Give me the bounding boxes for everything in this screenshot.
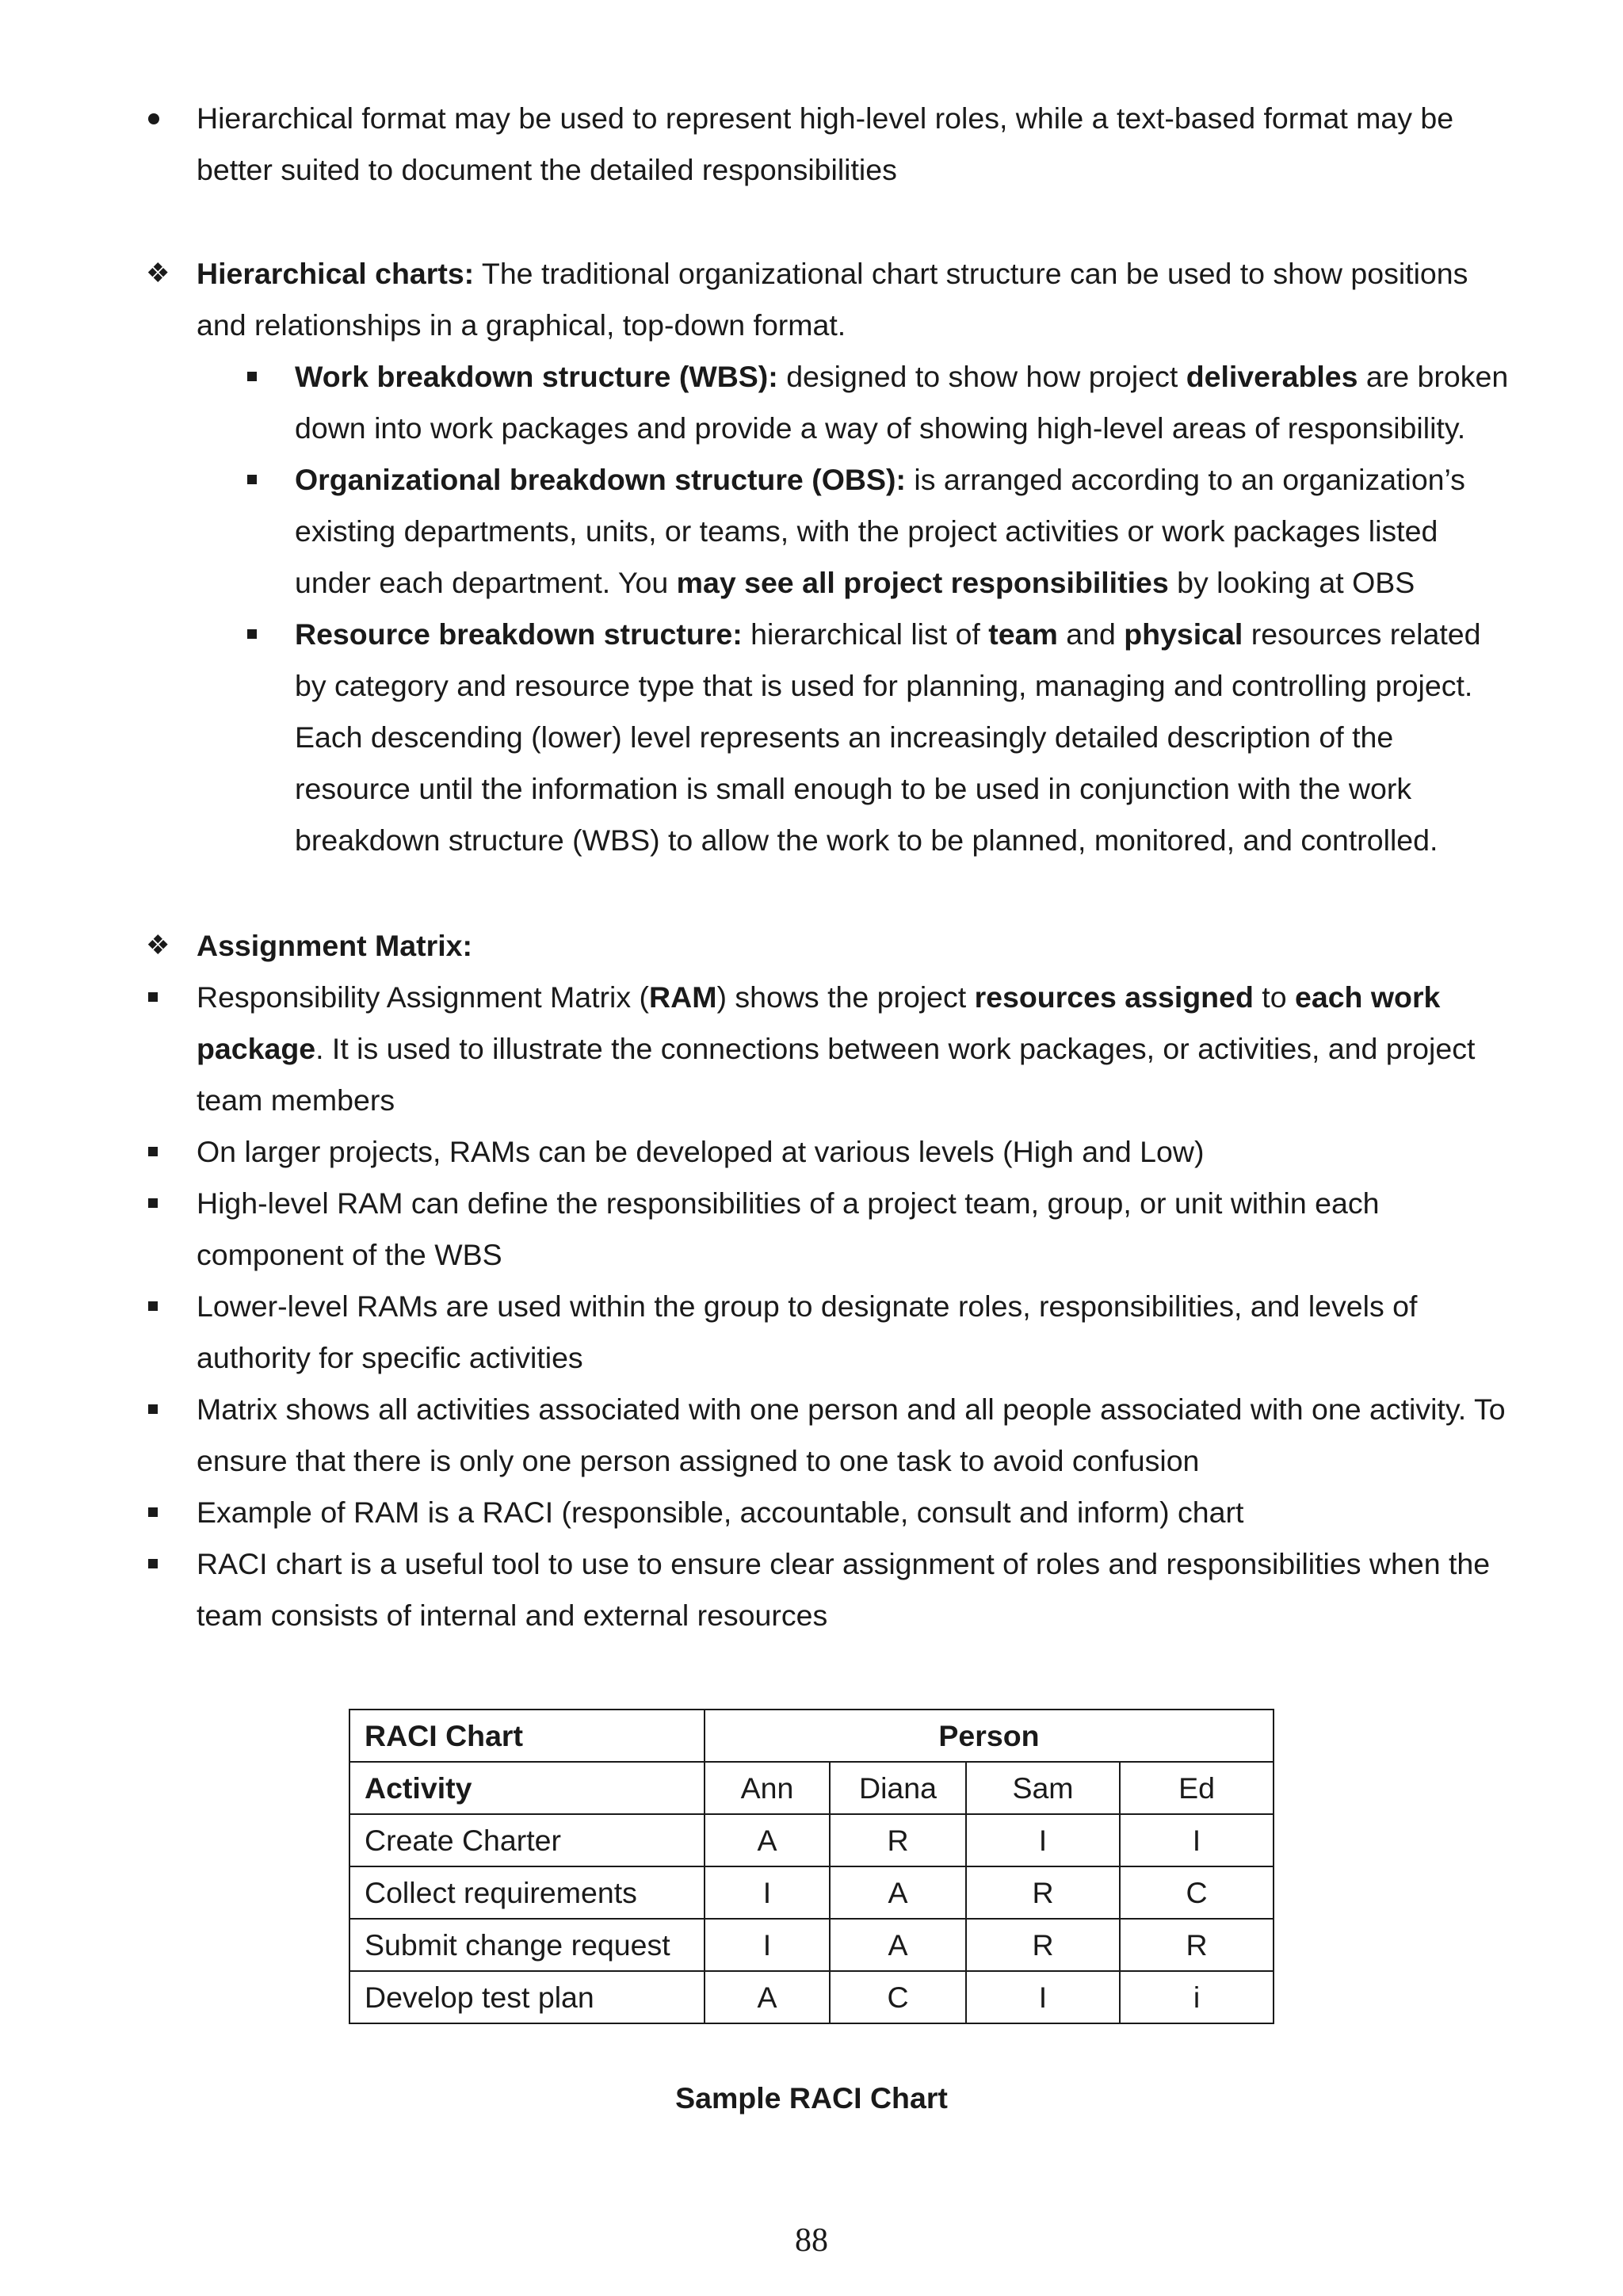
wbs-term: Work breakdown structure (WBS):: [295, 360, 778, 393]
square-bullet-icon: [148, 1147, 158, 1156]
person-cell-ed: Ed: [1120, 1762, 1274, 1814]
square-bullet-icon: [247, 475, 257, 484]
b1-text-g: package: [197, 1032, 316, 1065]
assignment-b7-line-2: team consists of internal and external resources: [197, 1599, 828, 1632]
assignment-b4-line-1: Lower-level RAMs are used within the group to designate roles, responsibilities, and levels of: [197, 1289, 1418, 1323]
rbs-line-1: [295, 609, 1480, 660]
hierarchical-line-2: and relationships in a graphical, top-down format.: [197, 308, 846, 342]
hierarchical-line-1: [197, 248, 1468, 300]
assignment-b2: On larger projects, RAMs can be developed at various levels (High and Low): [197, 1135, 1205, 1168]
table-row: [349, 1919, 1274, 1971]
b1-text-a: Responsibility Assignment Matrix (: [197, 980, 650, 1014]
rbs-line-4: resource until the information is small enough to be used in conjunction with the work: [295, 772, 1412, 805]
obs-text-3b: may see all project responsibilities: [676, 566, 1169, 599]
obs-term: Organizational breakdown structure (OBS):: [295, 463, 906, 496]
square-bullet-icon: [148, 992, 158, 1002]
hierarchical-heading: Hierarchical charts:: [197, 257, 475, 290]
raci-value-cell: C: [830, 1971, 966, 2023]
diamond-bullet-icon: ❖: [146, 930, 170, 961]
assignment-b1-line-3: team members: [197, 1083, 395, 1117]
wbs-text-b: deliverables: [1186, 360, 1358, 393]
square-bullet-icon: [148, 1404, 158, 1414]
rbs-line-2: by category and resource type that is used for planning, managing and controlling project.: [295, 669, 1473, 702]
person-cell-diana: Diana: [830, 1762, 966, 1814]
activity-cell: Collect requirements: [349, 1866, 705, 1919]
assignment-b7-line-1: RACI chart is a useful tool to use to ensure clear assignment of roles and responsibilities when the: [197, 1547, 1491, 1580]
intro-line-2: better suited to document the detailed responsibilities: [197, 153, 897, 186]
person-cell-sam: Sam: [966, 1762, 1120, 1814]
rbs-text-e: resources related: [1243, 617, 1481, 651]
raci-value-cell: C: [1120, 1866, 1274, 1919]
page-number: 88: [795, 2222, 828, 2259]
b1-text-e: to: [1253, 980, 1295, 1014]
raci-value-cell: A: [830, 1866, 966, 1919]
table-caption: Sample RACI Chart: [675, 2081, 948, 2115]
square-bullet-icon: [148, 1301, 158, 1311]
wbs-line-1: [295, 351, 1508, 403]
activity-cell: Develop test plan: [349, 1971, 705, 2023]
assignment-b4-line-2: authority for specific activities: [197, 1341, 583, 1374]
obs-line-1: [295, 454, 1465, 506]
raci-value-cell: R: [966, 1919, 1120, 1971]
assignment-b3-line-1: High-level RAM can define the responsibilities of a project team, group, or unit within each: [197, 1186, 1380, 1220]
square-bullet-icon: [247, 629, 257, 639]
obs-line-3: [295, 557, 1415, 609]
person-cell-ann: Ann: [705, 1762, 830, 1814]
rbs-term: Resource breakdown structure:: [295, 617, 743, 651]
assignment-b5-line-2: ensure that there is only one person assigned to one task to avoid confusion: [197, 1444, 1200, 1477]
raci-value-cell: i: [1120, 1971, 1274, 2023]
activity-header-cell: Activity: [349, 1762, 705, 1814]
table-row: [349, 1971, 1274, 2023]
obs-text-3a: under each department. You: [295, 566, 677, 599]
raci-value-cell: A: [830, 1919, 966, 1971]
person-header-cell: Person: [705, 1710, 1274, 1762]
assignment-b3-line-2: component of the WBS: [197, 1238, 502, 1271]
wbs-text-c: are broken: [1358, 360, 1509, 393]
rbs-line-3: Each descending (lower) level represents an increasingly detailed description of the: [295, 720, 1394, 754]
square-bullet-icon: [148, 1507, 158, 1517]
table-row: [349, 1814, 1274, 1866]
bullet-dot-icon: [148, 113, 159, 124]
b1-text-b: RAM: [649, 980, 717, 1014]
assignment-b1-line-2: [197, 1023, 1475, 1075]
b1-text-f: each work: [1294, 980, 1441, 1014]
rbs-line-5: breakdown structure (WBS) to allow the work to be planned, monitored, and controlled.: [295, 823, 1438, 857]
raci-value-cell: I: [966, 1814, 1120, 1866]
raci-value-cell: R: [966, 1866, 1120, 1919]
raci-value-cell: R: [830, 1814, 966, 1866]
rbs-text-b: team: [988, 617, 1058, 651]
wbs-text-a: designed to show how project: [777, 360, 1186, 393]
table-people-row: [349, 1762, 1274, 1814]
assignment-b1-line-1: [197, 972, 1440, 1023]
obs-text-a: is arranged according to an organization’s: [905, 463, 1465, 496]
rbs-text-a: hierarchical list of: [742, 617, 989, 651]
raci-value-cell: A: [705, 1814, 830, 1866]
table-row: [349, 1866, 1274, 1919]
rbs-text-c: and: [1057, 617, 1125, 651]
hierarchical-line-1-text: The traditional organizational chart structure can be used to show positions: [474, 257, 1468, 290]
activity-cell: Create Charter: [349, 1814, 705, 1866]
raci-table: [349, 1709, 1274, 2024]
table-header-row: [349, 1710, 1274, 1762]
raci-value-cell: A: [705, 1971, 830, 2023]
raci-value-cell: I: [705, 1919, 830, 1971]
obs-text-3c: by looking at OBS: [1168, 566, 1415, 599]
raci-value-cell: I: [966, 1971, 1120, 2023]
b1-text-h: . It is used to illustrate the connections between work packages, or activities, and project: [315, 1032, 1476, 1065]
rbs-text-d: physical: [1124, 617, 1243, 651]
diamond-bullet-icon: ❖: [146, 258, 170, 288]
raci-value-cell: I: [705, 1866, 830, 1919]
raci-value-cell: I: [1120, 1814, 1274, 1866]
square-bullet-icon: [148, 1198, 158, 1208]
raci-title-cell: RACI Chart: [349, 1710, 705, 1762]
assignment-b5-line-1: Matrix shows all activities associated with one person and all people associated with one activity. To: [197, 1392, 1506, 1426]
obs-line-2: existing departments, units, or teams, with the project activities or work packages listed: [295, 514, 1438, 548]
square-bullet-icon: [247, 372, 257, 381]
assignment-b6: Example of RAM is a RACI (responsible, accountable, consult and inform) chart: [197, 1496, 1244, 1529]
b1-text-c: ) shows the project: [716, 980, 975, 1014]
square-bullet-icon: [148, 1559, 158, 1568]
activity-cell: Submit change request: [349, 1919, 705, 1971]
intro-line-1: Hierarchical format may be used to represent high-level roles, while a text-based format may be: [197, 101, 1454, 135]
wbs-line-2: down into work packages and provide a way of showing high-level areas of responsibility.: [295, 411, 1466, 445]
raci-value-cell: R: [1120, 1919, 1274, 1971]
assignment-heading: Assignment Matrix:: [197, 929, 472, 962]
b1-text-d: resources assigned: [974, 980, 1254, 1014]
